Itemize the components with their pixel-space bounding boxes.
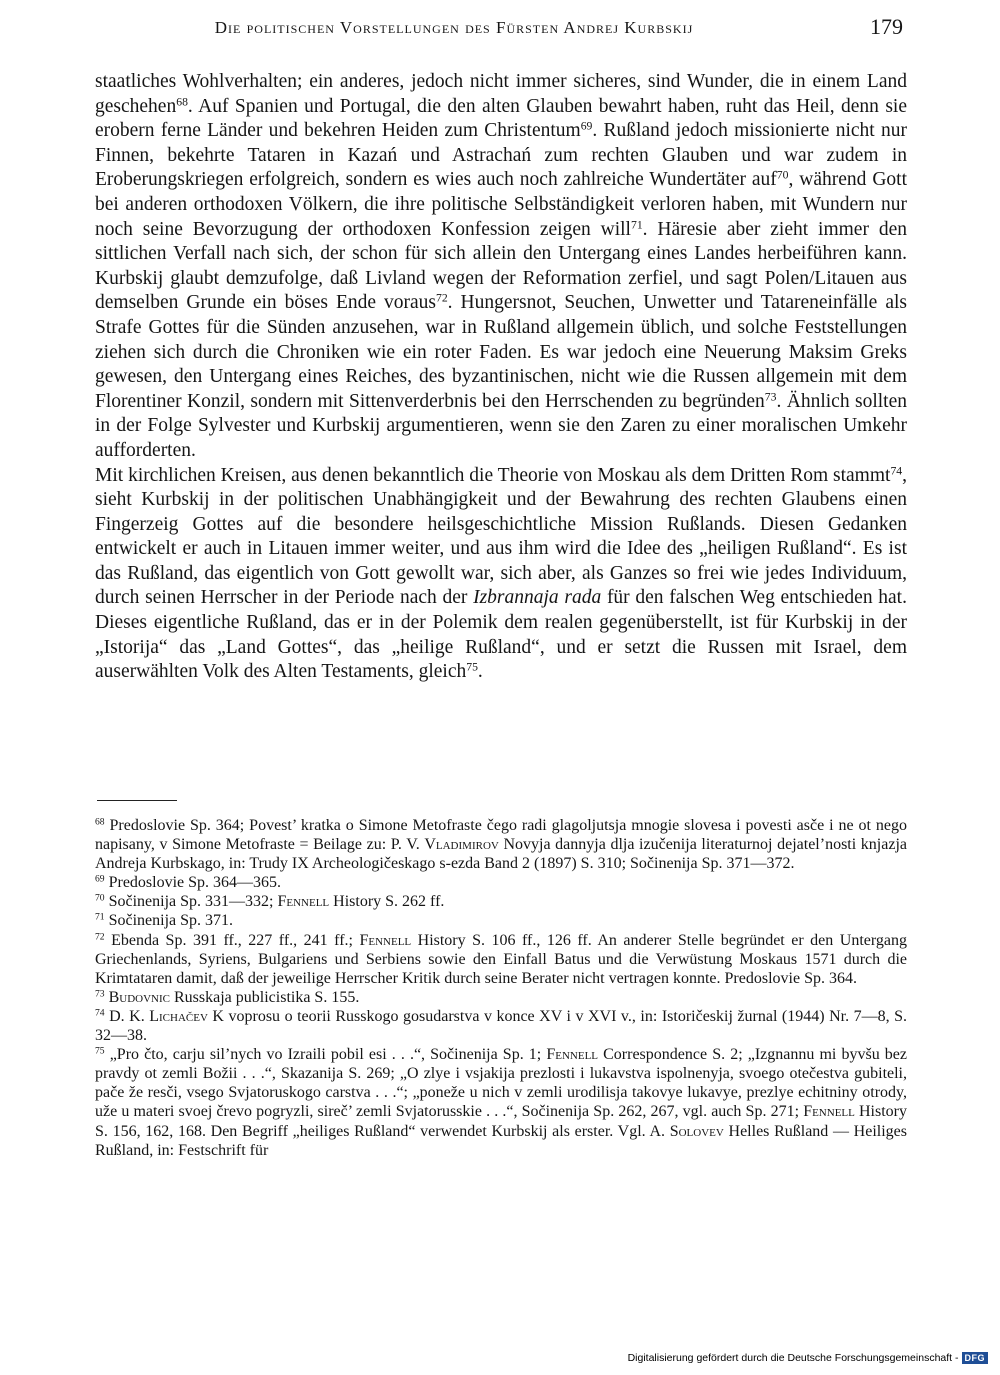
footnote xyxy=(95,873,907,892)
footnote xyxy=(95,1007,907,1045)
page-number: 179 xyxy=(870,14,903,39)
text-run: Predoslovie Sp. 364; Povest’ kratka o Simone Metofraste čego radi glagoljutsja mnogie slovesa i povesti asče i ne ot nego napisany, v Simone Metofraste = Beilage zu: P. V. xyxy=(95,817,907,854)
footnote-reference: 72 xyxy=(435,291,448,305)
text-run: staatliches Wohlverhalten; ein anderes, jedoch nicht immer sicheres, sind Wunder, die in einem Land geschehen xyxy=(95,71,907,117)
text-run: Correspondence S. 2; „Izgnannu mi byvšu bez pravdy ot zemli Božii . . .“, Skazanija S. 269; „O zlye i vsjakija prezlosti i lukavstva ispolnenyja, svoego otečestva gubiteli, pače že resči, vsego Svjatoruskogo carstva . . .“; „poneže u nich v zemli urodilisja takovye lukavye, prezlye echitniny otrody, uže u materi svoej črevo pogryzli, sireč’ zemli Svjatorusskie . . .“, Sočinenija Sp. 262, 267, vgl. auch Sp. 271; xyxy=(95,1046,907,1121)
footnote-number: 72 xyxy=(95,931,105,943)
author-name: Fennell xyxy=(277,893,330,911)
text-run: Ebenda Sp. 391 ff., 227 ff., 241 ff.; xyxy=(104,931,360,949)
text-run: . Häresie aber zieht immer den sittlichen Verfall nach sich, der schon für sich allein den Untergang eines Landes herbeiführen kann. Kurbskij glaubt demzufolge, daß Livland wegen der Reformation zerfiel, und sagt Polen/Litauen aus demselben Grunde ein böses Ende voraus xyxy=(95,218,907,314)
author-name: Fennell xyxy=(803,1103,855,1121)
footnote-reference: 73 xyxy=(764,390,777,404)
text-run: Novyja dannyja dlja izučenija literaturnoj dejatel’nosti knjazja Andreja Kurbskago, in: Trudy IX Archeologičeskago s-ezda Band 2 (1897) S. 310; Sočinenija Sp. 371—372. xyxy=(95,836,908,873)
footnote-number: 74 xyxy=(95,1007,105,1019)
author-name: Vladimirov xyxy=(424,836,499,854)
footnote xyxy=(95,931,907,988)
text-run: für den falschen Weg entschieden hat. Dieses eigentliche Rußland, das er in der Polemik dem realen gegenüberstellt, ist für Kurbskij in der „Istorija“ das „Land Gottes“, das „heilige Rußland“, und er setzt die Russen mit Israel, dem auserwählten Volk des Alten Testaments, gleich xyxy=(95,587,907,683)
running-header xyxy=(95,14,903,44)
footnote-reference: 69 xyxy=(580,119,593,133)
paragraph xyxy=(95,70,907,464)
text-run: . Auf Spanien und Portugal, die den alten Glauben bewahrt haben, ruht das Heil, denn sie erobern ferne Länder und bekehren Heiden zum Christentum xyxy=(95,95,907,142)
footnote-number: 70 xyxy=(95,893,105,905)
text-run: „Pro čto, carju sil’nych vo Izraili pobil esi . . .“, Sočinenija Sp. 1; xyxy=(104,1046,547,1064)
text-run: . Hungersnot, Seuchen, Unwetter und Tatareneinfälle als Strafe Gottes für die Sünden anzusehen, war in Rußland allgemein üblich, und solche Feststellungen ziehen sich durch die Chroniken wie ein roter Faden. Es war jedoch eine Neuerung Maksim Greks gewesen, den Untergang eines Reiches, des byzantinischen, nicht wie die Russen allgemein mit dem Florentiner Konzil, sondern mit Sittenverderbnis bei den Herrschenden zu begründen xyxy=(95,292,907,412)
dfg-logo: DFG xyxy=(962,1352,989,1364)
main-text xyxy=(95,70,907,685)
text-run: Sočinenija Sp. 371. xyxy=(104,912,234,930)
author-name: Budovnic xyxy=(108,988,170,1006)
footnote-divider xyxy=(97,800,177,801)
text-run: Helles Rußland — Heiliges Rußland, in: Festschrift für xyxy=(95,1122,908,1159)
text-run: K voprosu o teorii Russkogo gosudarstva v konce XV i v XVI v., in: Istoričeskij žurnal (1944) Nr. 7—8, S. 32—38. xyxy=(95,1007,908,1045)
text-run: History S. 156, 162, 168. Den Begriff „heiliges Rußland“ verwendet Kurbskij als erster. Vgl. A. xyxy=(95,1103,908,1140)
footnote-number: 68 xyxy=(95,816,105,828)
text-run: Sočinenija Sp. 331—332; xyxy=(104,893,278,911)
text-run: , sieht Kurbskij in der politischen Unabhängigkeit und der Bewahrung des rechten Glaubens einen Fingerzeig Gottes auf die besondere heilsgeschichtliche Mission Rußlands. Diesen Gedanken entwickelt er auch in Litauen immer weiter, und aus ihm wird die Idee des „heiligen Rußland“. Es ist das Rußland, das eigentlich von Gott gewollt war, sich aber, als Ganzes so frei wie jedes Individuum, durch seinen Herrscher in der Periode nach der xyxy=(95,464,907,609)
paragraph xyxy=(95,464,907,685)
text-run: D. K. xyxy=(104,1007,150,1025)
footnotes xyxy=(95,816,907,1160)
footnote xyxy=(95,892,907,911)
footnote-reference: 71 xyxy=(630,218,643,232)
text-run: History S. 262 ff. xyxy=(329,893,445,911)
footnote-reference: 74 xyxy=(890,464,903,478)
author-name: Fennell xyxy=(359,931,412,949)
footnote-number: 69 xyxy=(95,874,105,886)
footnote xyxy=(95,1045,907,1160)
footnote xyxy=(95,911,907,930)
footnote-reference: 68 xyxy=(176,95,188,109)
footnote-number: 75 xyxy=(95,1045,105,1057)
text-run: Russkaja publicistika S. 155. xyxy=(170,988,360,1006)
text-run: History S. 106 ff., 126 ff. An anderer Stelle begründet er den Untergang Griechenlands, Syriens, Bulgariens und Serbiens sowie den Einfall Batus und die Verwüstung Moskaus 1571 durch die Krimtataren damit, daß der jeweilige Herrscher Kritik durch seine Berater nicht vertragen konnte. Predoslovie Sp. 364. xyxy=(95,931,908,987)
author-name: Lichačev xyxy=(149,1007,208,1025)
footnote-reference: 75 xyxy=(466,660,478,674)
author-name: Fennell xyxy=(546,1046,599,1064)
text-run: , während Gott bei anderen orthodoxen Völkern, die ihre politische Selbständigkeit verloren haben, mit Wundern nur noch seine Bevorzugung der orthodoxen Konfession zeigen will xyxy=(95,169,907,240)
text-run: . Ähnlich sollten in der Folge Sylvester und Kurbskij argumentieren, wenn sie den Zaren zu einer moralischen Umkehr aufforderten. xyxy=(95,390,907,461)
italic-term: Izbrannaja rada xyxy=(473,587,602,609)
text-run: Predoslovie Sp. 364—365. xyxy=(104,874,282,892)
running-title: Die politischen Vorstellungen des Fürsten Andrej Kurbskij xyxy=(214,18,694,37)
credit-text: Digitalisierung gefördert durch die Deutsche Forschungsgemeinschaft - xyxy=(627,1352,959,1364)
author-name: Solovev xyxy=(669,1122,724,1140)
footnote-number: 71 xyxy=(95,912,105,924)
footnote xyxy=(95,988,907,1007)
footnote-reference: 70 xyxy=(776,168,789,182)
text-run: . Rußland jedoch missionierte nicht nur Finnen, bekehrte Tataren in Kazań und Astrachań zum rechten Glauben und war zudem in Eroberungskriegen erfolgreich, sondern es wies auch noch zahlreiche Wundertäter auf xyxy=(95,120,907,191)
digitization-credit xyxy=(628,1352,988,1364)
text-run: Mit kirchlichen Kreisen, aus denen bekanntlich die Theorie von Moskau als dem Dritten Rom stammt xyxy=(95,464,891,486)
footnote-number: 73 xyxy=(95,988,105,1000)
text-run: . xyxy=(477,661,483,683)
footnote xyxy=(95,816,907,873)
